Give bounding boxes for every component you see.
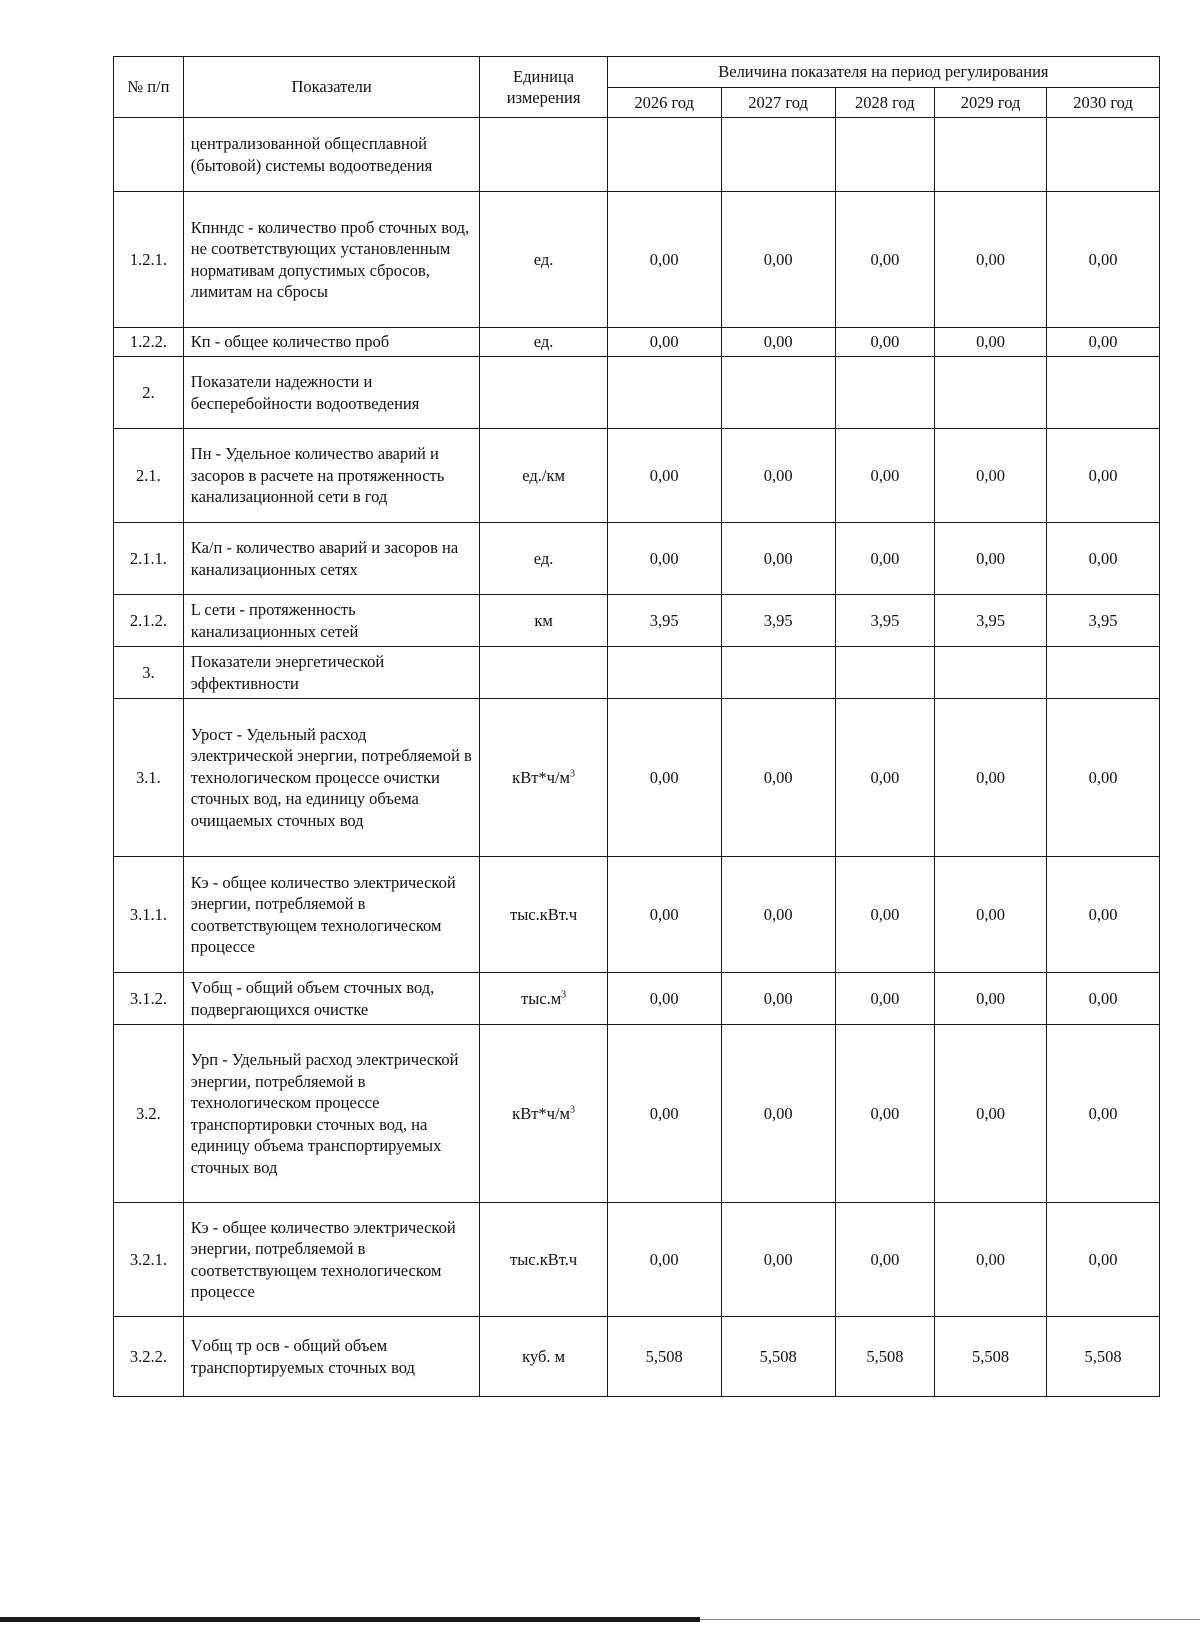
row-value: 0,00 bbox=[935, 973, 1047, 1025]
row-value: 0,00 bbox=[1047, 699, 1160, 857]
row-value: 0,00 bbox=[721, 429, 835, 523]
row-value bbox=[721, 357, 835, 429]
row-indicator: Ка/п - количество аварий и засоров на канализационных сетях bbox=[183, 523, 480, 595]
row-value: 0,00 bbox=[935, 523, 1047, 595]
row-value: 5,508 bbox=[607, 1317, 721, 1397]
table-row bbox=[114, 699, 1160, 857]
indicators-table-container bbox=[113, 56, 1160, 1397]
row-value: 0,00 bbox=[607, 192, 721, 328]
row-indicator: L сети - протяженность канализационных сетей bbox=[183, 595, 480, 647]
row-unit bbox=[480, 1025, 607, 1203]
row-number: 3.1. bbox=[114, 699, 184, 857]
row-value: 0,00 bbox=[835, 429, 935, 523]
row-unit bbox=[480, 595, 607, 647]
row-unit bbox=[480, 1203, 607, 1317]
row-value bbox=[835, 357, 935, 429]
unit-text: ед. bbox=[533, 548, 554, 568]
table-row bbox=[114, 1317, 1160, 1397]
table-row bbox=[114, 118, 1160, 192]
row-indicator: Пн - Удельное количество аварий и засоров в расчете на протяженность канализационной сети в год bbox=[183, 429, 480, 523]
row-unit bbox=[480, 647, 607, 699]
row-indicator: Кэ - общее количество электрической энергии, потребляемой в соответствующем технологическом процессе bbox=[183, 1203, 480, 1317]
row-unit bbox=[480, 118, 607, 192]
header-unit: Единица измерения bbox=[480, 57, 607, 118]
table-header bbox=[114, 57, 1160, 118]
row-value: 0,00 bbox=[935, 1203, 1047, 1317]
table-row bbox=[114, 429, 1160, 523]
row-indicator: Урп - Удельный расход электрической энергии, потребляемой в технологическом процессе транспортировки сточных вод, на единицу объема транспортируемых сточных вод bbox=[183, 1025, 480, 1203]
table-row bbox=[114, 192, 1160, 328]
unit-text: тыс.кВт.ч bbox=[509, 904, 578, 924]
indicators-table bbox=[113, 56, 1160, 1397]
row-indicator: Vобщ - общий объем сточных вод, подвергающихся очистке bbox=[183, 973, 480, 1025]
row-value bbox=[1047, 357, 1160, 429]
row-number: 2.1. bbox=[114, 429, 184, 523]
row-indicator: Показатели надежности и бесперебойности водоотведения bbox=[183, 357, 480, 429]
header-num: № п/п bbox=[114, 57, 184, 118]
table-row bbox=[114, 857, 1160, 973]
unit-text: куб. м bbox=[522, 1346, 566, 1366]
row-value: 0,00 bbox=[1047, 523, 1160, 595]
row-value: 0,00 bbox=[1047, 429, 1160, 523]
row-unit bbox=[480, 973, 607, 1025]
row-unit bbox=[480, 328, 607, 357]
row-indicator: Урост - Удельный расход электрической энергии, потребляемой в технологическом процессе очистки сточных вод, на единицу объема очищаемых сточных вод bbox=[183, 699, 480, 857]
row-value: 0,00 bbox=[835, 523, 935, 595]
header-year: 2026 год bbox=[607, 87, 721, 118]
row-value: 3,95 bbox=[835, 595, 935, 647]
row-unit bbox=[480, 1317, 607, 1397]
row-number: 3.2.2. bbox=[114, 1317, 184, 1397]
row-number: 1.2.1. bbox=[114, 192, 184, 328]
row-value: 0,00 bbox=[935, 429, 1047, 523]
scan-edge-bar bbox=[0, 1617, 700, 1622]
row-number: 3.2.1. bbox=[114, 1203, 184, 1317]
unit-text: кВт*ч/м bbox=[512, 1103, 570, 1123]
row-unit bbox=[480, 192, 607, 328]
row-value: 3,95 bbox=[1047, 595, 1160, 647]
row-value: 0,00 bbox=[721, 973, 835, 1025]
row-value: 0,00 bbox=[835, 192, 935, 328]
row-value: 0,00 bbox=[835, 1203, 935, 1317]
table-row bbox=[114, 973, 1160, 1025]
unit-text: тыс.кВт.ч bbox=[509, 1249, 578, 1269]
row-value: 0,00 bbox=[1047, 973, 1160, 1025]
unit-superscript: 3 bbox=[569, 768, 575, 780]
row-value: 0,00 bbox=[607, 523, 721, 595]
row-value: 0,00 bbox=[1047, 857, 1160, 973]
row-number: 2.1.1. bbox=[114, 523, 184, 595]
table-row bbox=[114, 328, 1160, 357]
row-value: 0,00 bbox=[935, 1025, 1047, 1203]
row-number: 2.1.2. bbox=[114, 595, 184, 647]
row-value bbox=[721, 118, 835, 192]
row-value bbox=[721, 647, 835, 699]
row-indicator: Vобщ тр осв - общий объем транспортируемых сточных вод bbox=[183, 1317, 480, 1397]
row-value: 0,00 bbox=[607, 857, 721, 973]
unit-text: км bbox=[534, 610, 553, 630]
row-value: 3,95 bbox=[607, 595, 721, 647]
row-value bbox=[835, 118, 935, 192]
unit-text: тыс.м bbox=[520, 988, 562, 1008]
row-number: 3. bbox=[114, 647, 184, 699]
row-value: 0,00 bbox=[935, 699, 1047, 857]
row-number: 2. bbox=[114, 357, 184, 429]
unit-text: кВт*ч/м bbox=[512, 767, 570, 787]
table-row bbox=[114, 595, 1160, 647]
row-value: 0,00 bbox=[607, 328, 721, 357]
row-value bbox=[607, 357, 721, 429]
unit-text: ед. bbox=[533, 249, 554, 269]
row-unit bbox=[480, 857, 607, 973]
row-value: 0,00 bbox=[721, 328, 835, 357]
row-unit bbox=[480, 699, 607, 857]
row-value: 0,00 bbox=[607, 1025, 721, 1203]
table-row bbox=[114, 647, 1160, 699]
row-number: 3.1.1. bbox=[114, 857, 184, 973]
table-row bbox=[114, 357, 1160, 429]
row-value: 0,00 bbox=[721, 857, 835, 973]
row-indicator: централизованной общесплавной (бытовой) системы водоотведения bbox=[183, 118, 480, 192]
header-period: Величина показателя на период регулирования bbox=[607, 57, 1159, 88]
row-value bbox=[1047, 647, 1160, 699]
row-value: 0,00 bbox=[935, 328, 1047, 357]
row-value: 3,95 bbox=[721, 595, 835, 647]
row-value: 0,00 bbox=[835, 1025, 935, 1203]
row-value: 0,00 bbox=[721, 699, 835, 857]
header-indicators: Показатели bbox=[183, 57, 480, 118]
row-value bbox=[607, 118, 721, 192]
row-value bbox=[935, 647, 1047, 699]
row-value bbox=[607, 647, 721, 699]
header-year: 2027 год bbox=[721, 87, 835, 118]
row-value: 0,00 bbox=[835, 973, 935, 1025]
row-value: 0,00 bbox=[721, 1203, 835, 1317]
row-value bbox=[935, 357, 1047, 429]
table-row bbox=[114, 1203, 1160, 1317]
row-indicator: Кпнндс - количество проб сточных вод, не соответствующих установленным нормативам допустимых сбросов, лимитам на сбросы bbox=[183, 192, 480, 328]
row-value: 0,00 bbox=[721, 523, 835, 595]
row-indicator: Кп - общее количество проб bbox=[183, 328, 480, 357]
row-number: 1.2.2. bbox=[114, 328, 184, 357]
row-value: 0,00 bbox=[607, 973, 721, 1025]
row-value: 5,508 bbox=[935, 1317, 1047, 1397]
row-value: 0,00 bbox=[835, 857, 935, 973]
row-value: 0,00 bbox=[607, 699, 721, 857]
row-value: 0,00 bbox=[935, 192, 1047, 328]
row-value: 0,00 bbox=[935, 857, 1047, 973]
row-value: 0,00 bbox=[721, 192, 835, 328]
row-number: 3.2. bbox=[114, 1025, 184, 1203]
row-value: 5,508 bbox=[721, 1317, 835, 1397]
scan-edge-line bbox=[700, 1619, 1200, 1620]
unit-superscript: 3 bbox=[561, 989, 567, 1001]
unit-text: ед. bbox=[533, 332, 554, 352]
row-unit bbox=[480, 429, 607, 523]
row-value: 5,508 bbox=[1047, 1317, 1160, 1397]
row-unit bbox=[480, 357, 607, 429]
row-value: 0,00 bbox=[607, 429, 721, 523]
row-value bbox=[1047, 118, 1160, 192]
table-row bbox=[114, 1025, 1160, 1203]
row-value: 0,00 bbox=[835, 328, 935, 357]
row-value: 0,00 bbox=[607, 1203, 721, 1317]
row-value: 0,00 bbox=[721, 1025, 835, 1203]
row-number: 3.1.2. bbox=[114, 973, 184, 1025]
row-value bbox=[935, 118, 1047, 192]
header-year: 2028 год bbox=[835, 87, 935, 118]
unit-text: ед./км bbox=[522, 465, 565, 485]
row-unit bbox=[480, 523, 607, 595]
header-year: 2029 год bbox=[935, 87, 1047, 118]
row-value: 3,95 bbox=[935, 595, 1047, 647]
row-number bbox=[114, 118, 184, 192]
table-row bbox=[114, 523, 1160, 595]
unit-superscript: 3 bbox=[569, 1104, 575, 1116]
row-value: 0,00 bbox=[1047, 328, 1160, 357]
row-indicator: Показатели энергетической эффективности bbox=[183, 647, 480, 699]
row-value: 0,00 bbox=[835, 699, 935, 857]
row-value: 5,508 bbox=[835, 1317, 935, 1397]
row-indicator: Кэ - общее количество электрической энергии, потребляемой в соответствующем технологическом процессе bbox=[183, 857, 480, 973]
row-value bbox=[835, 647, 935, 699]
row-value: 0,00 bbox=[1047, 192, 1160, 328]
header-year: 2030 год bbox=[1047, 87, 1160, 118]
row-value: 0,00 bbox=[1047, 1203, 1160, 1317]
table-body bbox=[114, 118, 1160, 1397]
row-value: 0,00 bbox=[1047, 1025, 1160, 1203]
